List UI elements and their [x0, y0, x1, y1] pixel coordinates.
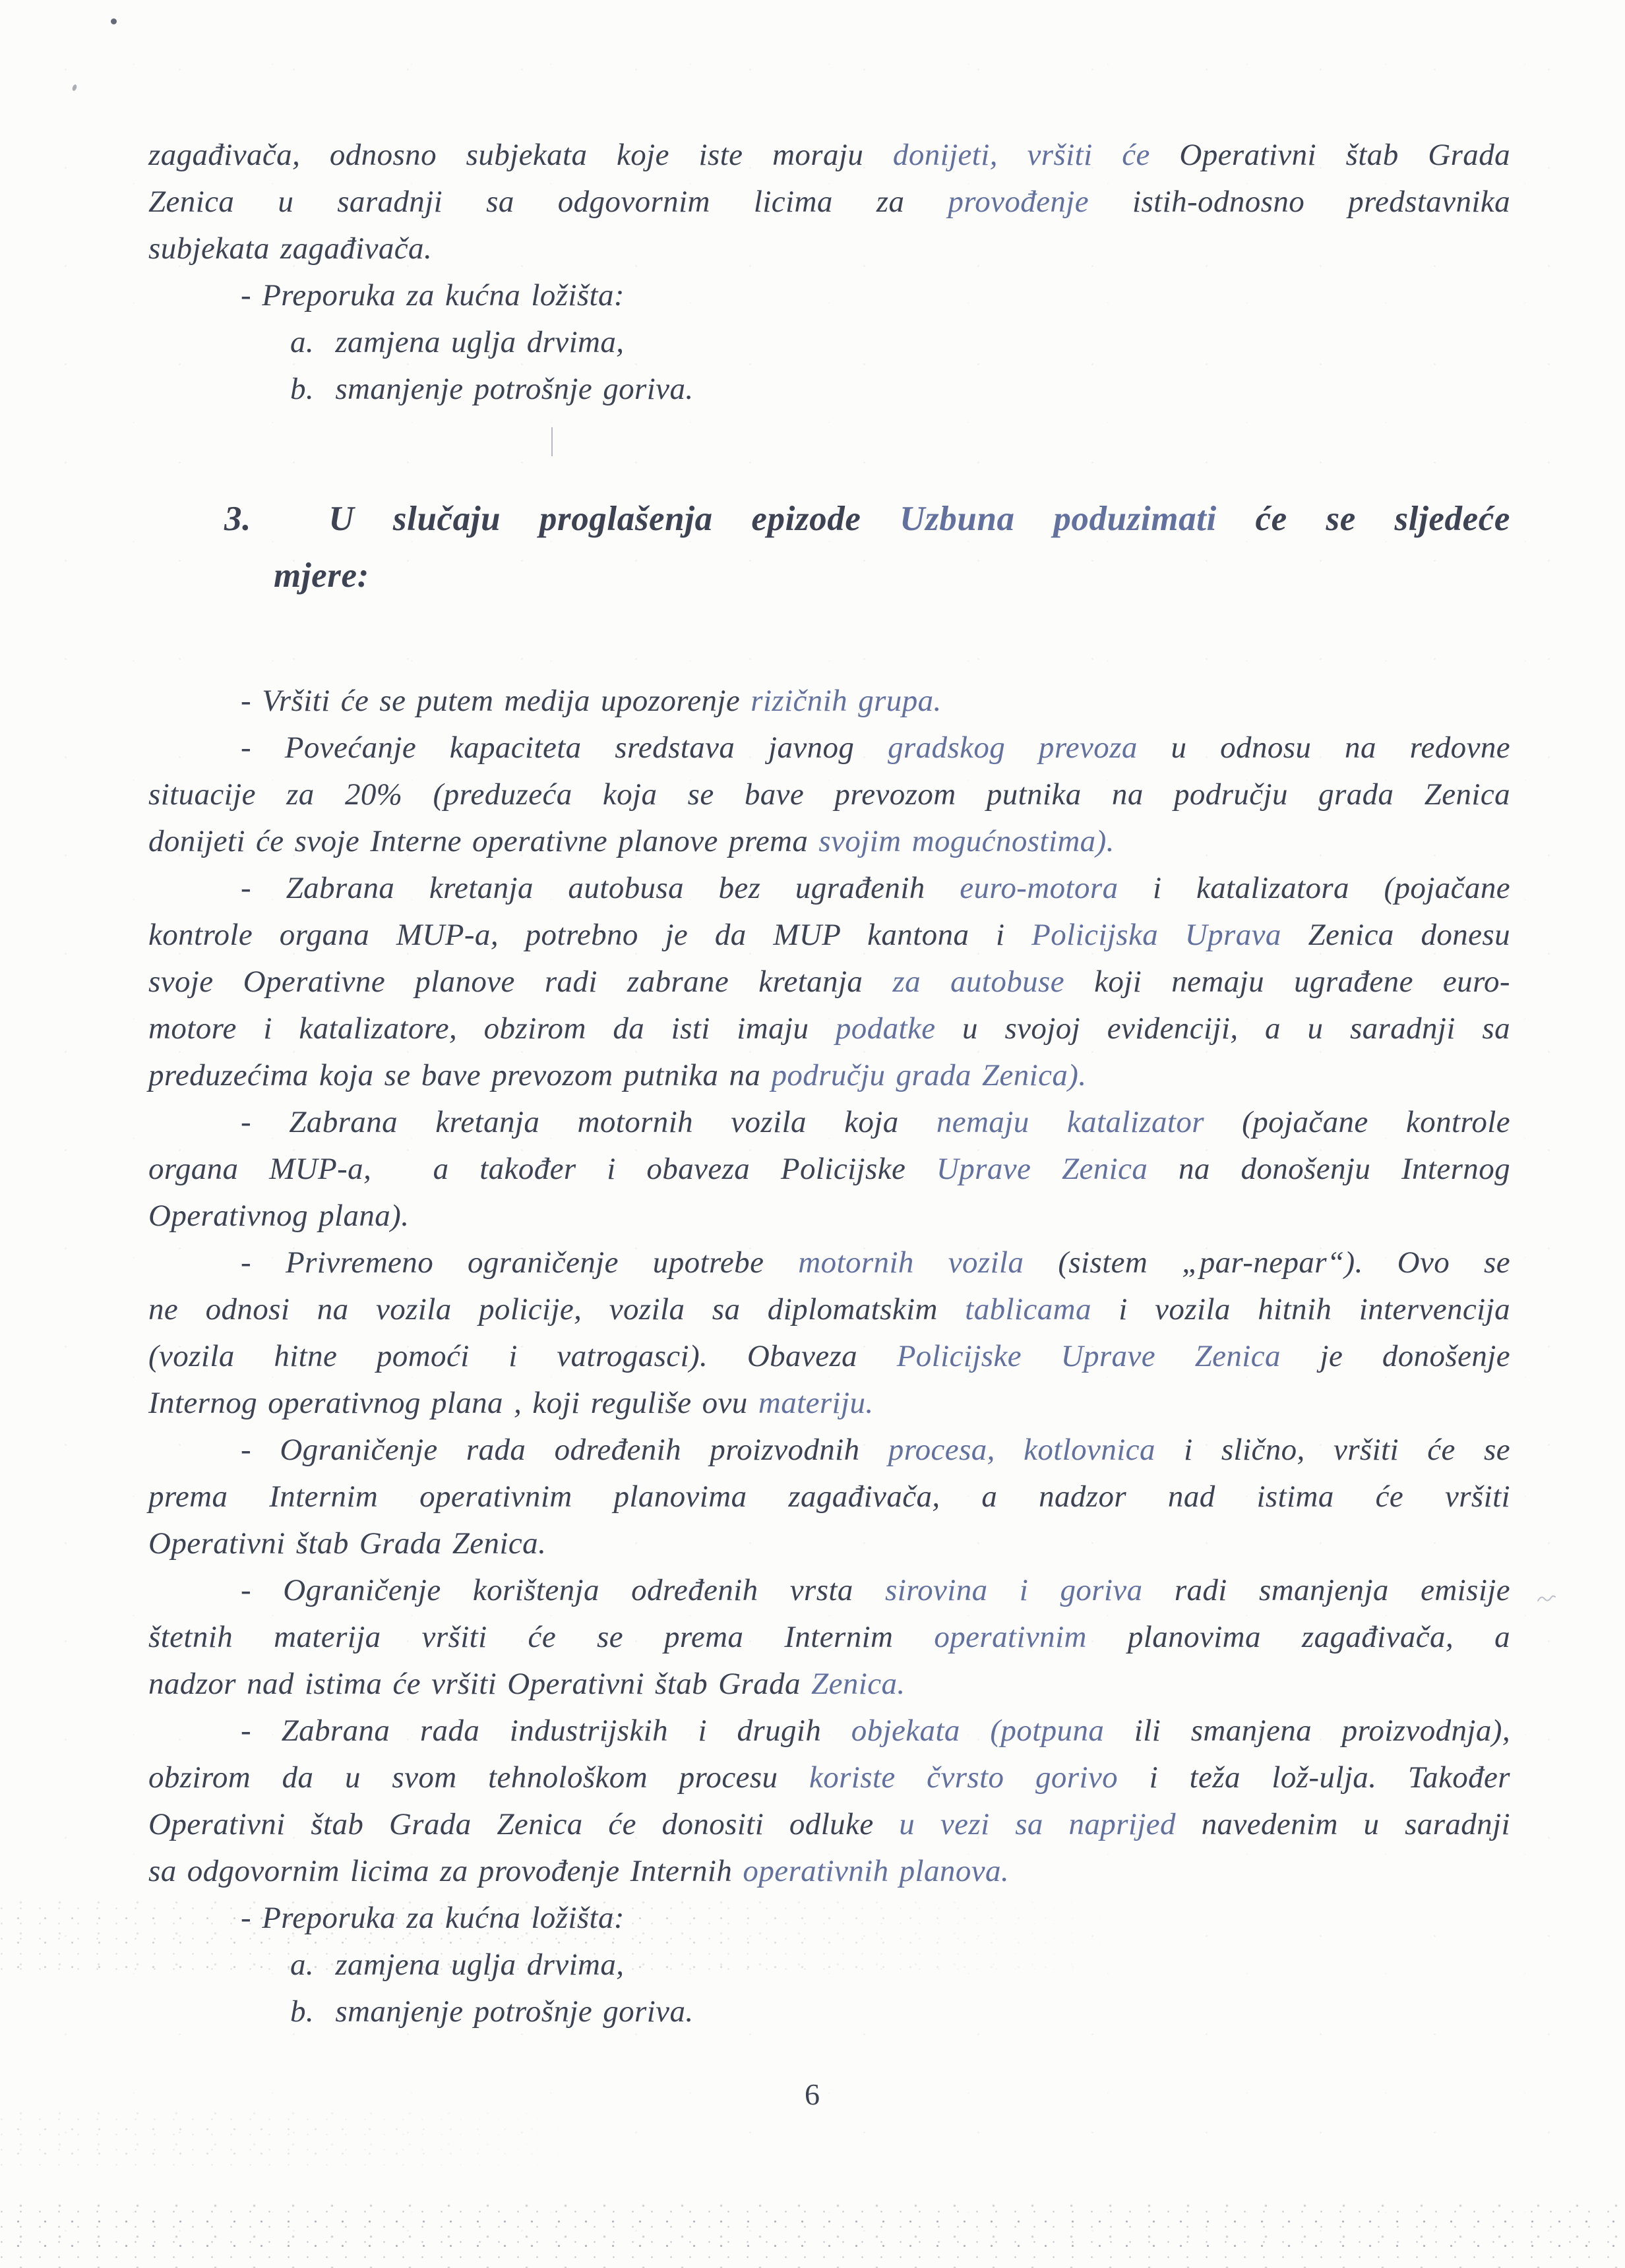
text-segment: sirovina i goriva	[885, 1573, 1143, 1607]
text-segment: koji nemaju ugrađene euro-	[1064, 965, 1510, 999]
text-segment: radi smanjenja emisije	[1142, 1573, 1510, 1607]
text-segment: - Privremeno ograničenje upotrebe	[241, 1245, 799, 1280]
measure-odd-even-line-1	[148, 1239, 1510, 1286]
text-segment: - Preporuka za kućna ložišta:	[241, 1901, 625, 1935]
intro-paragraph-line-2	[148, 179, 1510, 225]
measure-bus-ban-line-2	[148, 912, 1510, 959]
text-segment: Internog operativnog plana , koji reguliše ovu	[148, 1386, 758, 1420]
list-item-b-line-1	[148, 366, 1510, 413]
text-segment: u svojoj evidenciji, a u saradnji sa	[935, 1011, 1510, 1046]
text-segment: će se sljedeće	[1216, 500, 1510, 538]
text-segment: donijeti će svoje Interne operativne planove prema	[148, 824, 819, 858]
text-segment: i teža lož-ulja. Također	[1118, 1760, 1511, 1795]
text-segment: Zenica.	[811, 1667, 905, 1701]
text-segment: gradskog prevoza	[888, 731, 1138, 765]
measure-raw-materials-limit-line-2	[148, 1614, 1510, 1661]
text-segment: - Zabrana rada industrijskih i drugih	[241, 1714, 851, 1748]
vertical-gap	[148, 604, 1510, 678]
measure-vehicle-ban-line-2	[148, 1146, 1510, 1193]
text-segment: Operativni štab Grada	[1150, 138, 1510, 172]
text-segment: Zenica u saradnji sa odgovornim licima za	[148, 185, 948, 219]
scan-speck	[71, 84, 77, 91]
measure-industry-ban-line-3	[148, 1801, 1510, 1848]
pencil-squiggle-mark	[1537, 1594, 1556, 1605]
closing-recommendation-intro-line-1	[148, 1895, 1510, 1942]
text-segment: obzirom da u svom tehnološkom procesu	[148, 1760, 809, 1795]
measure-public-transport-line-3	[148, 818, 1510, 865]
vertical-gap	[148, 413, 1510, 491]
measure-production-limit-line-3	[148, 1520, 1510, 1567]
text-segment: području grada Zenica).	[771, 1058, 1087, 1092]
text-segment: u vezi sa naprijed	[899, 1807, 1176, 1841]
text-segment: Policijska Uprava	[1031, 918, 1281, 952]
measure-public-transport-line-2	[148, 771, 1510, 818]
recommendation-intro-line-1	[148, 272, 1510, 319]
text-segment: subjekata zagađivača.	[148, 231, 433, 266]
measure-odd-even-line-3	[148, 1333, 1510, 1380]
measure-odd-even-line-4	[148, 1380, 1510, 1427]
measure-media-warning-line-1	[148, 678, 1510, 725]
text-segment: - Zabrana kretanja autobusa bez ugrađenih	[241, 871, 960, 905]
measure-vehicle-ban-line-1	[148, 1099, 1510, 1146]
text-segment: svojim mogućnostima).	[818, 824, 1115, 858]
measure-bus-ban-line-4	[148, 1005, 1510, 1052]
text-segment: sa odgovornim licima za provođenje Internih	[148, 1854, 743, 1888]
text-segment: b. smanjenje potrošnje goriva.	[290, 372, 694, 406]
document-flow	[148, 132, 1510, 2035]
text-segment: motore i katalizatore, obzirom da isti imaju	[148, 1011, 836, 1046]
text-segment: mjere:	[274, 556, 369, 595]
text-segment: štetnih materija vršiti će se prema Internim	[148, 1620, 935, 1654]
text-segment: za autobuse	[892, 965, 1064, 999]
text-segment: planovima zagađivača, a	[1086, 1620, 1510, 1654]
measure-industry-ban-line-2	[148, 1754, 1510, 1801]
measure-bus-ban-line-5	[148, 1052, 1510, 1099]
page-number: 6	[805, 2077, 820, 2111]
measure-bus-ban-line-1	[148, 865, 1510, 912]
text-segment: prema Internim operativnim planovima zagađivača, a nadzor nad istima će vršiti	[148, 1479, 1510, 1514]
text-segment: (vozila hitne pomoći i vatrogasci). Obaveza	[148, 1339, 897, 1373]
measure-industry-ban-line-1	[148, 1708, 1510, 1754]
text-segment: materiju.	[758, 1386, 874, 1420]
text-segment: nadzor nad istima će vršiti Operativni štab Grada	[148, 1667, 812, 1701]
text-segment: Zenica donesu	[1281, 918, 1511, 952]
measure-bus-ban-line-3	[148, 959, 1510, 1005]
text-segment: - Povećanje kapaciteta sredstava javnog	[241, 731, 888, 765]
text-segment: kontrole organa MUP-a, potrebno je da MUP kantona i	[148, 918, 1032, 952]
text-segment: Uzbuna poduzimati	[900, 500, 1217, 538]
vertical-stray-mark	[551, 427, 553, 456]
text-segment: a. zamjena uglja drvima,	[290, 325, 625, 359]
closing-list-item-b-line-1	[148, 1988, 1510, 2035]
text-segment: donijeti, vršiti će	[892, 138, 1150, 172]
text-segment: tablicama	[965, 1292, 1091, 1327]
measure-production-limit-line-2	[148, 1474, 1510, 1520]
text-segment: situacije za 20% (preduzeća koja se bave prevozom putnika na području grada Zenica	[148, 777, 1510, 812]
text-segment: Uprave Zenica	[936, 1152, 1148, 1186]
speckle-band-bottom	[0, 2202, 1625, 2268]
text-segment: na donošenju Internog	[1148, 1152, 1511, 1186]
text-segment: 3. U slučaju proglašenja epizode	[224, 500, 900, 538]
text-segment: svoje Operativne planove radi zabrane kretanja	[148, 965, 893, 999]
list-item-a-line-1	[148, 319, 1510, 366]
text-segment: Operativni štab Grada Zenica.	[148, 1526, 547, 1561]
scan-speck	[111, 18, 117, 24]
text-segment: objekata (potpuna	[851, 1714, 1105, 1748]
measure-raw-materials-limit-line-3	[148, 1661, 1510, 1708]
text-segment: - Preporuka za kućna ložišta:	[241, 278, 625, 313]
measure-public-transport-line-1	[148, 725, 1510, 771]
text-segment: nemaju katalizator	[936, 1105, 1204, 1139]
intro-paragraph-line-1	[148, 132, 1510, 179]
measure-production-limit-line-1	[148, 1427, 1510, 1474]
text-segment: podatke	[835, 1011, 936, 1046]
text-segment: a. zamjena uglja drvima,	[290, 1948, 625, 1982]
measure-odd-even-line-2	[148, 1286, 1510, 1333]
text-segment: - Zabrana kretanja motornih vozila koja	[241, 1105, 936, 1139]
text-segment: - Ograničenje korištenja određenih vrsta	[241, 1573, 885, 1607]
text-segment: organa MUP-a, a također i obaveza Policijske	[148, 1152, 936, 1186]
text-segment: u odnosu na redovne	[1137, 731, 1511, 765]
text-segment: Policijske Uprave Zenica	[896, 1339, 1281, 1373]
intro-paragraph-line-3	[148, 225, 1510, 272]
text-segment: euro-motora	[960, 871, 1119, 905]
text-segment: rizičnih grupa.	[751, 684, 942, 718]
text-segment: motornih vozila	[798, 1245, 1024, 1280]
text-segment: i katalizatora (pojačane	[1118, 871, 1510, 905]
text-segment: (sistem „par-nepar“). Ovo se	[1024, 1245, 1510, 1280]
text-segment: Operativnog plana).	[148, 1199, 410, 1233]
measure-raw-materials-limit-line-1	[148, 1567, 1510, 1614]
text-segment: i vozila hitnih intervencija	[1091, 1292, 1510, 1327]
measure-vehicle-ban-line-3	[148, 1193, 1510, 1239]
text-segment: (pojačane kontrole	[1204, 1105, 1510, 1139]
measure-industry-ban-line-4	[148, 1848, 1510, 1895]
text-segment: provođenje	[948, 185, 1089, 219]
text-segment: - Vršiti će se putem medija upozorenje	[241, 684, 751, 718]
text-segment: ili smanjena proizvodnja),	[1104, 1714, 1510, 1748]
text-segment: procesa, kotlovnica	[888, 1433, 1155, 1467]
text-segment: operativnih planova.	[743, 1854, 1010, 1888]
section-3-heading-line-1	[148, 491, 1510, 547]
text-segment: je donošenje	[1280, 1339, 1510, 1373]
closing-list-item-a-line-1	[148, 1942, 1510, 1988]
text-segment: navedenim u saradnji	[1175, 1807, 1510, 1841]
text-segment: istih-odnosno predstavnika	[1089, 185, 1510, 219]
section-3-heading-line-2	[148, 547, 1510, 604]
text-segment: Operativni štab Grada Zenica će donositi odluke	[148, 1807, 900, 1841]
text-segment: ne odnosi na vozila policije, vozila sa diplomatskim	[148, 1292, 966, 1327]
text-segment: i slično, vršiti će se	[1155, 1433, 1510, 1467]
text-segment: zagađivača, odnosno subjekata koje iste moraju	[148, 138, 893, 172]
text-segment: operativnim	[934, 1620, 1087, 1654]
text-segment: b. smanjenje potrošnje goriva.	[290, 1994, 694, 2029]
text-segment: preduzećima koja se bave prevozom putnika na	[148, 1058, 772, 1092]
speckle-band-low	[0, 2110, 594, 2169]
text-segment: koriste čvrsto gorivo	[809, 1760, 1119, 1795]
text-segment: - Ograničenje rada određenih proizvodnih	[241, 1433, 888, 1467]
